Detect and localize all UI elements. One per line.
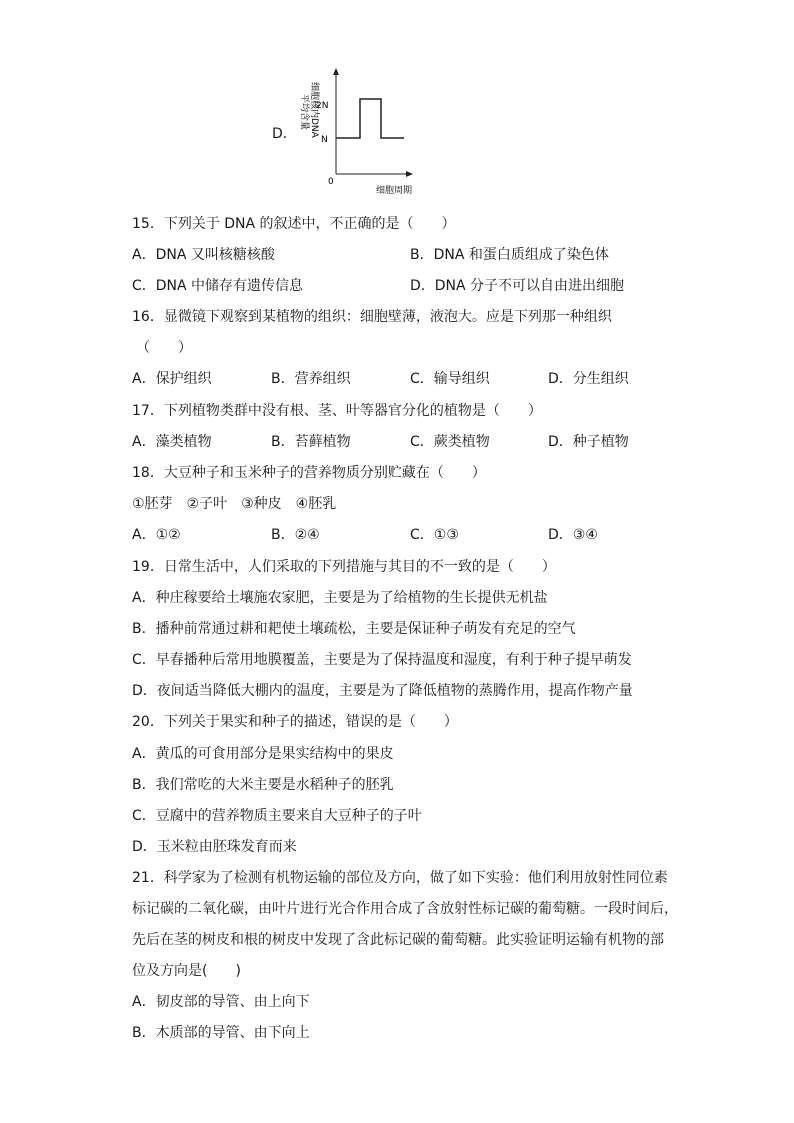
q16-stem-paren: （ ） [136,340,192,356]
tick-label-2n: 2N [316,101,329,111]
q21-stem-line3: 先后在茎的树皮和根的树皮中发现了含此标记碳的葡萄糖。此实验证明运输有机物的部 [132,932,664,948]
q15-option-a: A．DNA 又叫核糖核酸 [132,247,275,263]
q21-option-a: A．韧皮部的导管、由上向下 [132,994,310,1010]
q17-option-a: A．藻类植物 [132,434,212,450]
q18-option-c: C．①③ [410,527,459,543]
y-axis-label-line2: 平均含量 [299,94,309,131]
q20-option-d: D．玉米粒由胚珠发育而来 [132,839,297,855]
q18-option-d: D．③④ [548,527,598,543]
q21-stem-line2: 标记碳的二氧化碳，由叶片进行光合作用合成了含放射性标记碳的葡萄糖。一段时间后， [132,901,678,917]
q17-option-b: B．苔藓植物 [271,434,351,450]
q20-option-a: A．黄瓜的可食用部分是果实结构中的果皮 [132,746,394,762]
q21-option-b: B．木质部的导管、由下向上 [132,1025,310,1041]
x-axis-label: 细胞周期 [376,186,413,196]
q16-option-a: A．保护组织 [132,371,212,387]
q15-option-d: D．DNA 分子不可以自由进出细胞 [410,278,625,294]
q19-stem: 19．日常生活中，人们采取的下列措施与其目的不一致的是（ ） [132,559,556,575]
q19-option-d: D．夜间适当降低大棚内的温度，主要是为了降低植物的蒸腾作用，提高作物产量 [132,683,633,699]
q20-stem: 20．下列关于果实和种子的描述，错误的是（ ） [132,714,458,730]
q18-option-b: B．②④ [271,527,320,543]
q17-option-c: C．蕨类植物 [410,434,490,450]
dna-content-line [336,99,404,138]
q15-stem: 15．下列关于 DNA 的叙述中，不正确的是（ ） [132,216,456,232]
q20-option-b: B．我们常吃的大米主要是水稻种子的胚乳 [132,777,394,793]
q21-stem-line1: 21．科学家为了检测有机物运输的部位及方向，做了如下实验：他们利用放射性同位素 [132,870,668,886]
q21-stem-line4: 位及方向是( ) [132,963,241,979]
q16-stem: 16．显微镜下观察到某植物的组织：细胞壁薄，液泡大。应是下列那一种组织 [132,309,612,325]
q17-option-d: D．种子植物 [548,434,629,450]
q18-stem: 18．大豆种子和玉米种子的营养物质分别贮藏在（ ） [132,465,486,481]
tick-label-n: N [321,135,328,145]
q19-option-c: C．早春播种后常用地膜覆盖，主要是为了保持温度和湿度，有利于种子提早萌发 [132,652,632,668]
origin-label: 0 [328,177,334,187]
q17-stem: 17．下列植物类群中没有根、茎、叶等器官分化的植物是（ ） [132,403,542,419]
y-axis-arrow [333,68,339,75]
q18-option-a: A．①② [132,527,181,543]
q16-option-c: C．输导组织 [410,371,490,387]
q15-option-c: C．DNA 中储存有遗传信息 [132,278,304,294]
q16-option-b: B．营养组织 [271,371,351,387]
y-axis-label-line1: 细胞核内DNA [309,82,319,138]
q19-option-b: B．播种前常通过耕和耙使土壤疏松，主要是保证种子萌发有充足的空气 [132,621,576,637]
q16-option-d: D．分生组织 [548,371,629,387]
q15-option-b: B．DNA 和蛋白质组成了染色体 [410,247,609,263]
q19-option-a: A．种庄稼要给土壤施农家肥，主要是为了给植物的生长提供无机盐 [132,590,548,606]
dna-content-graph [268,62,428,202]
x-axis-arrow [406,171,413,177]
q20-option-c: C．豆腐中的营养物质主要来自大豆种子的子叶 [132,808,422,824]
figure-option-label: D． [272,126,297,142]
q18-items: ①胚芽 ②子叶 ③种皮 ④胚乳 [132,496,337,512]
